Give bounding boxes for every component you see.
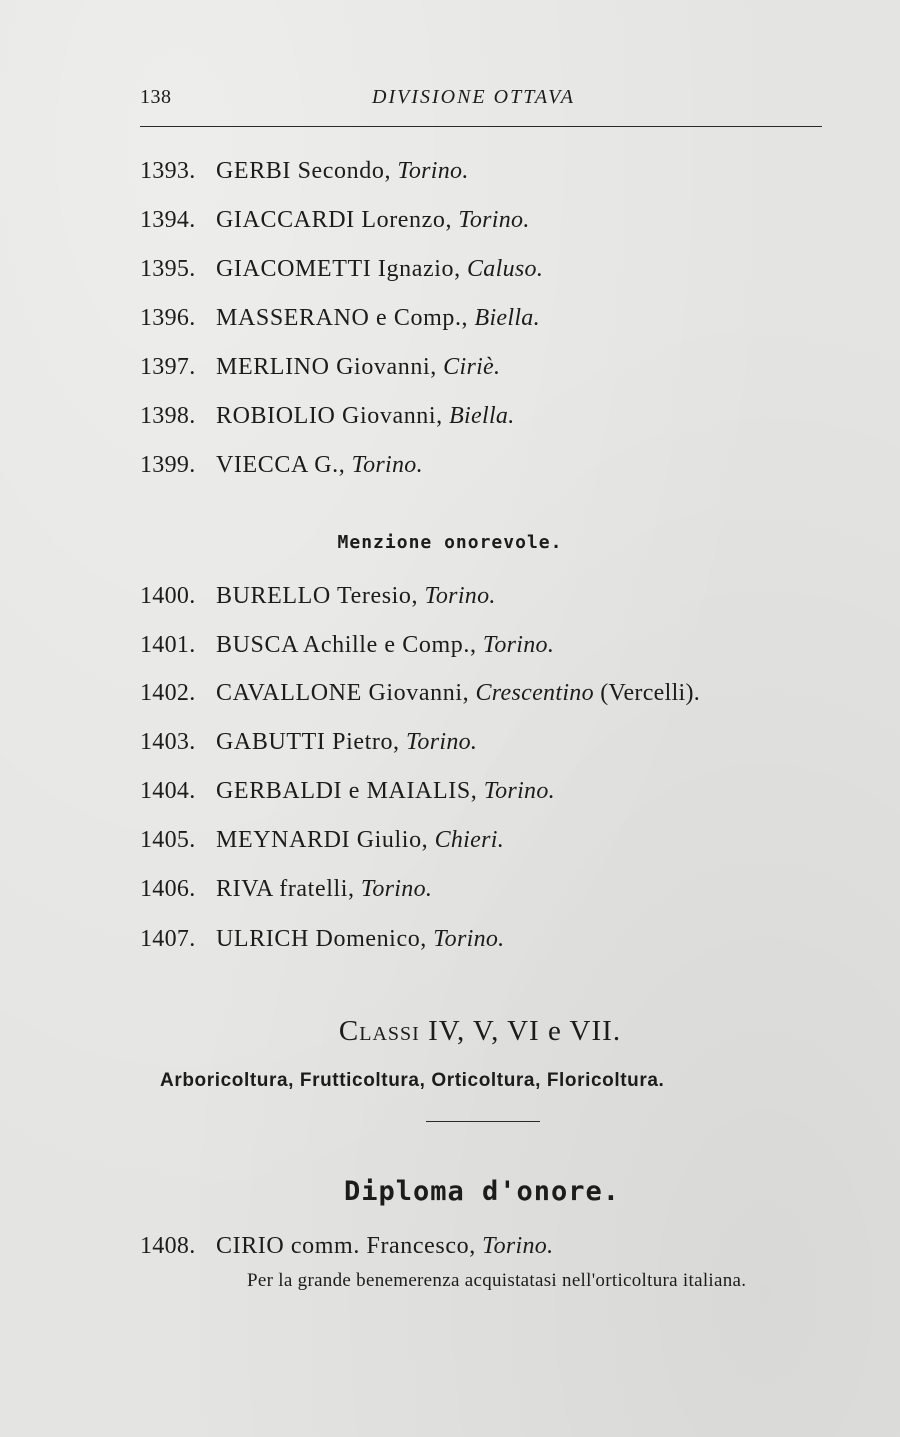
list-item [140,403,515,430]
entry-name: GERBALDI e MAIALIS, [216,778,478,804]
list-item [140,158,469,185]
section-divider [426,1121,540,1122]
entry-location: Torino. [482,632,555,658]
entry-name: MASSERANO e Comp., [216,305,469,331]
entry-name: RIVA fratelli, [216,876,355,902]
running-title: DIVISIONE OTTAVA [372,86,576,108]
entry-number: 1408. [140,1233,196,1259]
entry-name: BURELLO Teresio, [216,583,419,609]
entry-number: 1395. [140,256,196,282]
entry-location: Caluso. [467,256,544,282]
entry-number: 1399. [140,452,196,478]
entry-number: 1401. [140,632,196,658]
classes-title [0,1015,900,1048]
entry-name: GIACOMETTI Ignazio, [216,256,461,282]
section-heading-mention: Menzione onorevole. [337,532,563,553]
entry-number: 1405. [140,827,196,853]
header-rule [140,126,822,127]
entry-name: GABUTTI Pietro, [216,729,400,755]
classes-subtitle: Arboricoltura, Frutticoltura, Orticoltura, Floricoltura. [160,1070,665,1091]
entry-number: 1407. [140,926,196,952]
list-item [140,926,504,953]
entry-name: BUSCA Achille e Comp., [216,632,477,658]
entry-name: GIACCARDI Lorenzo, [216,207,453,233]
entry-name: GERBI Secondo, [216,158,392,184]
list-item [140,1233,553,1260]
classes-title-word: Classi [338,1015,420,1047]
entry-name: MEYNARDI Giulio, [216,827,429,853]
list-item [140,256,543,283]
entry-province: (Vercelli). [593,680,701,706]
entry-name: CAVALLONE Giovanni, [216,680,470,706]
entry-location: Torino. [405,729,478,755]
list-item [140,354,500,381]
entry-number: 1394. [140,207,196,233]
entry-number: 1396. [140,305,196,331]
entry-name: VIECCA G., [216,452,346,478]
section-heading-diploma: Diploma d'onore. [343,1176,621,1207]
list-item [140,207,530,234]
list-item [140,680,700,707]
entry-location: Biella. [474,305,540,331]
entry-number: 1403. [140,729,196,755]
entry-number: 1404. [140,778,196,804]
entry-number: 1398. [140,403,196,429]
entry-location: Torino. [482,1233,554,1259]
list-item [140,876,432,903]
entry-location: Ciriè. [443,354,501,380]
list-item [140,305,540,332]
list-item [140,778,555,805]
entry-location: Crescentino [475,680,594,706]
entry-location: Torino. [483,778,555,804]
entry-number: 1402. [140,680,196,706]
entry-location: Torino. [351,452,423,478]
entry-name: CIRIO comm. Francesco, [216,1233,476,1259]
entry-location: Chieri. [434,827,505,853]
entry-location: Biella. [449,403,515,429]
classes-title-numbers: IV, V, VI e VII. [428,1015,622,1047]
entry-number: 1397. [140,354,196,380]
page-header [140,86,822,116]
entry-location: Torino. [424,583,496,609]
list-item [140,632,554,659]
entry-note: Per la grande benemerenza acquistatasi nell'orticoltura italiana. [247,1270,747,1291]
entry-name: ROBIOLIO Giovanni, [216,403,443,429]
list-item [140,452,423,479]
entry-number: 1406. [140,876,196,902]
list-item [140,729,477,756]
entry-name: ULRICH Domenico, [216,926,427,952]
entry-location: Torino. [433,926,505,952]
entry-number: 1393. [140,158,196,184]
list-item [140,827,504,854]
entry-location: Torino. [458,207,530,233]
page-number: 138 [140,86,172,108]
entry-name: MERLINO Giovanni, [216,354,437,380]
list-item [140,583,496,610]
entry-location: Torino. [360,876,433,902]
entry-number: 1400. [140,583,196,609]
entry-location: Torino. [397,158,469,184]
